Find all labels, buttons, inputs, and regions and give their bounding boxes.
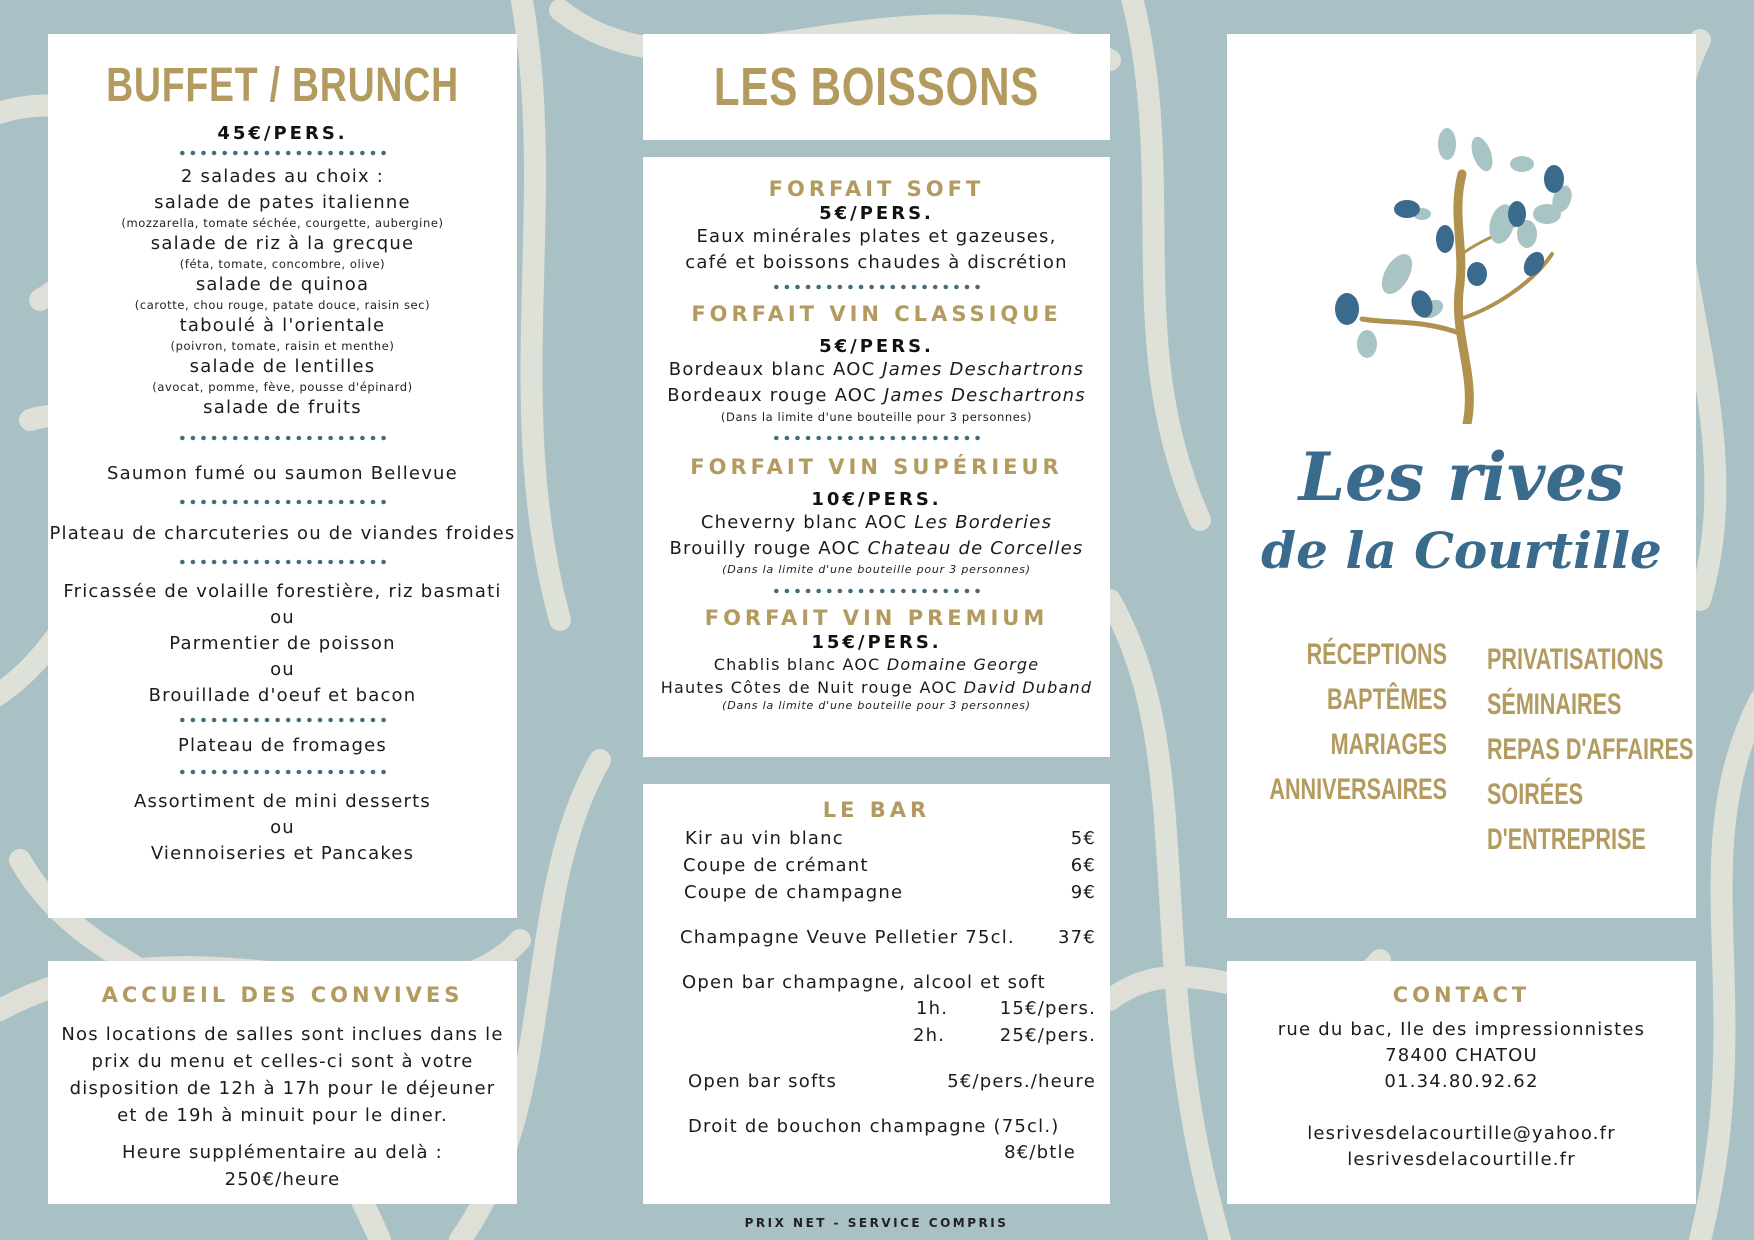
dotted-divider (177, 150, 389, 156)
wine-line: Bordeaux blanc AOC James Deschartrons (668, 359, 1085, 380)
salad-detail: (féta, tomate, concombre, olive) (179, 257, 386, 271)
salad-detail: (carotte, chou rouge, patate douce, raisin sec) (134, 298, 431, 312)
bar-item-label: Open bar softs (688, 1071, 838, 1092)
package-note: (Dans la limite d'une bouteille pour 3 personnes) (722, 563, 1031, 576)
package-line: café et boissons chaudes à discrétion (685, 252, 1068, 273)
hot-dish: Fricassée de volaille forestière, riz basmati (63, 581, 502, 602)
drinks-packages-panel (643, 157, 1110, 757)
contact-website[interactable]: lesrivesdelacourtille.fr (1347, 1149, 1576, 1170)
brand-panel (1227, 34, 1696, 918)
dotted-divider (771, 284, 983, 290)
salad-intro: 2 salades au choix : (180, 166, 385, 187)
salad-name: salade de fruits (203, 397, 362, 418)
fish-dish: Saumon fumé ou saumon Bellevue (107, 463, 458, 484)
bar-item-label: 2h. (913, 1025, 946, 1046)
or-text: ou (270, 659, 295, 680)
event-list-left (1267, 632, 1447, 812)
bar-item-label: Droit de bouchon champagne (75cl.) (688, 1116, 1060, 1137)
welcome-text: et de 19h à minuit pour le diner. (117, 1105, 448, 1126)
package-price: 5€/PERS. (819, 203, 934, 224)
dotted-divider (771, 588, 983, 594)
hot-dish: Parmentier de poisson (169, 633, 396, 654)
event-item: SOIRÉES D'ENTREPRISE (1487, 778, 1646, 856)
brand-name-line2: de la Courtille (1261, 521, 1662, 580)
dotted-divider (177, 435, 389, 441)
welcome-text: 250€/heure (224, 1169, 341, 1190)
package-note: (Dans la limite d'une bouteille pour 3 personnes) (722, 699, 1031, 712)
or-text: ou (270, 817, 295, 838)
bar-item-price: 15€/pers. (999, 998, 1096, 1019)
bar-item-price: 25€/pers. (999, 1025, 1096, 1046)
or-text: ou (270, 607, 295, 628)
package-note: (Dans la limite d'une bouteille pour 3 personnes) (720, 410, 1033, 424)
dessert: Viennoiseries et Pancakes (150, 843, 415, 864)
bar-item-price: 5€ (1070, 828, 1096, 849)
event-item: SÉMINAIRES (1487, 688, 1622, 721)
welcome-text: disposition de 12h à 17h pour le déjeuner (69, 1078, 496, 1099)
salad-detail: (avocat, pomme, fève, pousse d'épinard) (152, 380, 413, 394)
wine-line: Brouilly rouge AOC Chateau de Corcelles (669, 538, 1084, 559)
event-item: ANNIVERSAIRES (1269, 773, 1447, 806)
hot-dish: Brouillade d'oeuf et bacon (148, 685, 417, 706)
dotted-divider (177, 559, 389, 565)
dotted-divider (177, 499, 389, 505)
wine-line: Cheverny blanc AOC Les Borderies (700, 512, 1053, 533)
bar-item-price: 9€ (1070, 882, 1096, 903)
welcome-text: prix du menu et celles-ci sont à votre (91, 1051, 474, 1072)
event-item: REPAS D'AFFAIRES (1487, 733, 1694, 766)
brand-name-line1: Les rives (1298, 438, 1625, 516)
salad-name: salade de lentilles (189, 356, 376, 377)
contact-panel (1227, 961, 1696, 1204)
salad-name: taboulé à l'orientale (179, 315, 386, 336)
bar-item-label: Champagne Veuve Pelletier 75cl. (680, 927, 1015, 948)
dotted-divider (177, 769, 389, 775)
wine-line: Bordeaux rouge AOC James Deschartrons (667, 385, 1086, 406)
meat-dish: Plateau de charcuteries ou de viandes froides (49, 523, 516, 544)
package-price: 5€/PERS. (819, 336, 934, 357)
buffet-panel (48, 34, 517, 918)
salad-detail: (mozzarella, tomate séchée, courgette, aubergine) (121, 216, 444, 230)
buffet-price: 45€/PERS. (217, 123, 348, 144)
bar-item-price: 8€/btle (1004, 1142, 1076, 1163)
contact-address: rue du bac, Ile des impressionnistes (1277, 1019, 1646, 1040)
package-title-superieur: FORFAIT VIN SUPÉRIEUR (690, 455, 1063, 479)
welcome-text: Heure supplémentaire au delà : (122, 1142, 443, 1163)
package-line: Eaux minérales plates et gazeuses, (696, 226, 1057, 247)
dotted-divider (771, 435, 983, 441)
drinks-header-panel (643, 34, 1110, 140)
package-price: 10€/PERS. (811, 489, 942, 510)
welcome-title: ACCUEIL DES CONVIVES (101, 983, 464, 1007)
welcome-text: Nos locations de salles sont inclues dans le (61, 1024, 504, 1045)
bar-item-label: Coupe de crémant (683, 855, 869, 876)
salad-detail: (poivron, tomate, raisin et menthe) (170, 339, 395, 353)
contact-address: 78400 CHATOU (1385, 1045, 1538, 1066)
drinks-title: LES BOISSONS (713, 57, 1040, 117)
bar-item-label: 1h. (916, 998, 949, 1019)
tree-logo-icon (1302, 104, 1602, 424)
contact-email[interactable]: lesrivesdelacourtille@yahoo.fr (1307, 1123, 1616, 1144)
package-price: 15€/PERS. (811, 632, 942, 653)
event-item: MARIAGES (1330, 728, 1447, 761)
bar-item-price: 5€/pers./heure (947, 1071, 1096, 1092)
footer-note: PRIX NET - SERVICE COMPRIS (744, 1216, 1009, 1230)
package-title-soft: FORFAIT SOFT (768, 177, 985, 201)
salad-name: salade de quinoa (195, 274, 370, 295)
bar-item-label: Coupe de champagne (684, 882, 904, 903)
dessert: Assortiment de mini desserts (134, 791, 431, 812)
salad-name: salade de pates italienne (154, 192, 411, 213)
bar-item-label: Kir au vin blanc (685, 828, 844, 849)
package-title-premium: FORFAIT VIN PREMIUM (704, 606, 1049, 630)
contact-phone: 01.34.80.92.62 (1384, 1071, 1539, 1092)
contact-title: CONTACT (1392, 983, 1531, 1007)
dotted-divider (177, 717, 389, 723)
welcome-panel (48, 961, 517, 1204)
cheese-dish: Plateau de fromages (178, 735, 387, 756)
wine-line: Chablis blanc AOC Domaine George (713, 655, 1040, 674)
event-list-right (1487, 637, 1703, 862)
event-item: PRIVATISATIONS (1487, 643, 1664, 676)
bar-item-price: 6€ (1070, 855, 1096, 876)
bar-item-label: Open bar champagne, alcool et soft (682, 972, 1046, 993)
salad-name: salade de riz à la grecque (150, 233, 415, 254)
bar-item-price: 37€ (1058, 927, 1096, 948)
bar-title: LE BAR (822, 798, 931, 822)
package-title-classique: FORFAIT VIN CLASSIQUE (691, 302, 1062, 326)
event-item: BAPTÊMES (1326, 683, 1447, 716)
buffet-title: BUFFET / BRUNCH (106, 59, 459, 112)
bar-panel (643, 784, 1110, 1204)
wine-line: Hautes Côtes de Nuit rouge AOC David Duband (660, 678, 1093, 697)
event-item: RÉCEPTIONS (1306, 638, 1447, 671)
